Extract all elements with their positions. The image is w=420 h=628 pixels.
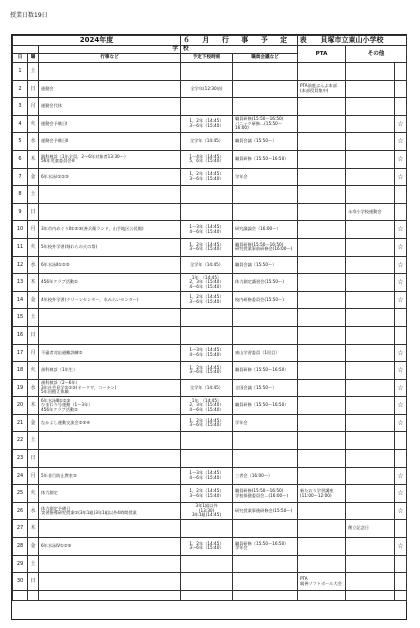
row-other: 永寿小学校運動会 — [346, 203, 395, 221]
row-dismissal-time — [181, 326, 233, 344]
row-meetings: 職員研修(15:50～16:50) 学校保健委員会…(16:00～) — [233, 485, 298, 503]
row-meetings — [233, 326, 298, 344]
row-dismissal-time: 全学年（14:45） — [181, 256, 233, 274]
table-row — [13, 133, 407, 151]
row-dismissal-time: 1，2年（14:45） 3～6年（15:40） — [181, 115, 233, 133]
row-events: 3年市内めぐりⅡ①②③(善兵衛ランド，山手地区公民館) — [39, 221, 181, 239]
row-meetings — [233, 98, 298, 116]
table-row — [13, 485, 407, 503]
header-row-1 — [13, 46, 407, 54]
row-dismissal-time — [181, 63, 233, 81]
row-events: 不審者対応避難訓練② — [39, 344, 181, 362]
row-events: 歯科検診（2～6年） 3年社会見学①②③(オークワ，コーナン) 5年田植え体験 — [39, 379, 181, 397]
row-date: 27 — [13, 520, 28, 538]
row-star — [395, 203, 407, 221]
row-weekday: 土 — [28, 555, 39, 573]
row-star — [395, 326, 407, 344]
row-date: 21 — [13, 414, 28, 432]
blank-cell — [13, 590, 28, 600]
row-date: 14 — [13, 291, 28, 309]
row-other — [346, 555, 395, 573]
row-dismissal-time — [181, 98, 233, 116]
row-other — [346, 450, 395, 468]
row-weekday: 日 — [28, 203, 39, 221]
row-events: 運動会予備日Ⅱ — [39, 133, 181, 151]
row-weekday: 水 — [28, 133, 39, 151]
row-dismissal-time: 1，2年（14:45） 3～6年（15:40） — [181, 362, 233, 380]
row-events — [39, 555, 181, 573]
table-row — [13, 555, 407, 573]
row-other: 創立記念日 — [346, 520, 395, 538]
row-dismissal-time — [181, 573, 233, 591]
row-star: ☆ — [395, 274, 407, 292]
table-row — [13, 63, 407, 81]
table-row — [13, 98, 407, 116]
row-other — [346, 538, 395, 556]
row-star: ☆ — [395, 502, 407, 520]
row-meetings: 研究授業事後研修会(15:50～) — [233, 502, 298, 520]
row-events — [39, 573, 181, 591]
row-events — [39, 309, 181, 327]
title-row — [13, 36, 407, 46]
table-row — [13, 379, 407, 397]
row-meetings: 職員会議（15:50～） — [233, 133, 298, 151]
row-date: 28 — [13, 538, 28, 556]
row-other — [346, 397, 395, 415]
row-dismissal-time: 1年 （14:45） 2，3年（15:40） 4～6年（15:40） — [181, 274, 233, 292]
row-events — [39, 450, 181, 468]
row-star: ☆ — [395, 379, 407, 397]
row-pta — [298, 256, 346, 274]
row-events — [39, 326, 181, 344]
row-events: 6年水泳Ⅳ①②③ — [39, 538, 181, 556]
row-dismissal-time: 1～3年（14:45） 4～6年（15:40） — [181, 344, 233, 362]
row-date: 1 — [13, 63, 28, 81]
row-date: 11 — [13, 238, 28, 256]
row-weekday: 月 — [28, 221, 39, 239]
blank-cell — [233, 590, 298, 600]
row-weekday: 火 — [28, 238, 39, 256]
row-meetings — [233, 573, 298, 591]
row-dismissal-time: 全学年(12:30頃) — [181, 80, 233, 98]
blank-cell — [395, 590, 407, 600]
row-weekday: 金 — [28, 414, 39, 432]
table-row — [13, 168, 407, 186]
row-other — [346, 186, 395, 204]
table-row — [13, 203, 407, 221]
row-pta — [298, 414, 346, 432]
row-meetings: 体力測定講習会(15:50～) — [233, 274, 298, 292]
row-pta — [298, 63, 346, 81]
row-dismissal-time: 1，2年（14:45） 3～6年（15:40） — [181, 414, 233, 432]
row-dismissal-time — [181, 520, 233, 538]
row-star: ☆ — [395, 344, 407, 362]
row-weekday: 金 — [28, 168, 39, 186]
header-gakko: 学 — [39, 46, 181, 54]
row-star — [395, 573, 407, 591]
row-pta — [298, 168, 346, 186]
row-dismissal-time: 1～4年（14:45） 5，6年（15:40） — [181, 150, 233, 168]
row-events — [39, 203, 181, 221]
row-meetings: 職員研修（15:50～16:50） — [233, 362, 298, 380]
row-events — [39, 432, 181, 450]
row-weekday: 木 — [28, 150, 39, 168]
row-dismissal-time — [181, 432, 233, 450]
row-weekday: 木 — [28, 274, 39, 292]
row-dismissal-time: 1～3年（14:45） 4～6年（15:40） — [181, 467, 233, 485]
row-pta — [298, 502, 346, 520]
row-star — [395, 520, 407, 538]
table-row — [13, 362, 407, 380]
row-events: 運動会予備日Ⅰ — [39, 115, 181, 133]
row-date: 7 — [13, 168, 28, 186]
row-date: 8 — [13, 186, 28, 204]
row-dismissal-time: 全学年（14:45） — [181, 379, 233, 397]
header-dismissal: 予定下校時刻 — [181, 54, 233, 63]
row-star — [395, 80, 407, 98]
row-dismissal-time — [181, 186, 233, 204]
row-other — [346, 98, 395, 116]
row-pta — [298, 344, 346, 362]
row-dismissal-time: 1，2年（14:45） 3～6年（15:40） — [181, 168, 233, 186]
row-pta — [298, 150, 346, 168]
row-other — [346, 573, 395, 591]
row-meetings: 職員研修(15:50～16:50) 研究授業事前研修会(16:00～) — [233, 238, 298, 256]
row-meetings — [233, 520, 298, 538]
row-events — [39, 520, 181, 538]
row-other — [346, 274, 395, 292]
row-events: 体力測定予備日 実習指導研究授業①(3年1組)3年1組以外4時間授業 — [39, 502, 181, 520]
row-star: ☆ — [395, 238, 407, 256]
row-weekday: 土 — [28, 432, 39, 450]
row-star: ☆ — [395, 485, 407, 503]
row-pta — [298, 362, 346, 380]
row-dismissal-time — [181, 203, 233, 221]
row-star: ☆ — [395, 115, 407, 133]
row-star: ☆ — [395, 221, 407, 239]
row-date: 24 — [13, 467, 28, 485]
row-date: 3 — [13, 98, 28, 116]
row-dismissal-time — [181, 450, 233, 468]
row-events: 456年クラブ活動① — [39, 274, 181, 292]
row-date: 19 — [13, 379, 28, 397]
row-date: 25 — [13, 485, 28, 503]
row-date: 10 — [13, 221, 28, 239]
row-meetings: 職員研修（15:50～16:50） — [233, 150, 298, 168]
row-other — [346, 362, 395, 380]
year-label: 2024年度 — [13, 36, 181, 46]
row-star: ☆ — [395, 397, 407, 415]
row-weekday: 土 — [28, 186, 39, 204]
row-dismissal-time — [181, 309, 233, 327]
row-pta — [298, 379, 346, 397]
table-row — [13, 432, 407, 450]
row-other — [346, 291, 395, 309]
row-meetings: 職員研修（15:50～16:50） 学年会 — [233, 538, 298, 556]
row-star: ☆ — [395, 168, 407, 186]
row-pta — [298, 520, 346, 538]
row-meetings: 学年会 — [233, 414, 298, 432]
row-pta — [298, 133, 346, 151]
row-date: 17 — [13, 344, 28, 362]
table-row — [13, 520, 407, 538]
row-star: ☆ — [395, 362, 407, 380]
header-other: その他 — [346, 46, 407, 63]
table-row — [13, 467, 407, 485]
table-row — [13, 80, 407, 98]
row-weekday: 月 — [28, 98, 39, 116]
row-events: 6年水泳Ⅲ①②③ ひまわり号運動（1～3年） 456年クラブ活動② — [39, 397, 181, 415]
blank-cell — [181, 590, 233, 600]
row-events: 4年校外学習(クリーンセンター，水みらいセンター) — [39, 291, 181, 309]
row-date: 6 — [13, 150, 28, 168]
page-title: ６ 月 行 事 予 定 表 — [181, 36, 298, 46]
table-row — [13, 397, 407, 415]
row-dismissal-time: 1年 （14:45） 2，3年（15:40） 4～6年（15:40） — [181, 397, 233, 415]
header-kou: 校 — [181, 46, 298, 54]
row-other — [346, 326, 395, 344]
row-pta — [298, 467, 346, 485]
schedule-frame — [11, 34, 407, 620]
table-row — [13, 150, 407, 168]
row-meetings — [233, 186, 298, 204]
row-weekday: 日 — [28, 450, 39, 468]
row-events: 5年非行防止教室③ — [39, 467, 181, 485]
row-pta — [298, 555, 346, 573]
row-weekday: 月 — [28, 467, 39, 485]
row-meetings: 職員会議（15:50～） — [233, 256, 298, 274]
row-other — [346, 80, 395, 98]
row-weekday: 火 — [28, 115, 39, 133]
row-meetings — [233, 80, 298, 98]
row-pta — [298, 538, 346, 556]
row-weekday: 水 — [28, 379, 39, 397]
header-date: 日 — [13, 54, 28, 63]
row-date: 29 — [13, 555, 28, 573]
row-other — [346, 344, 395, 362]
blank-row — [13, 590, 407, 600]
table-row — [13, 309, 407, 327]
row-pta — [298, 326, 346, 344]
row-meetings: 全国会議（15:50～） — [233, 379, 298, 397]
row-other — [346, 221, 395, 239]
row-weekday: 火 — [28, 485, 39, 503]
table-row — [13, 274, 407, 292]
row-pta: PTA前庭ぶんぶ本部 (本部役員集中) — [298, 80, 346, 98]
row-weekday: 火 — [28, 362, 39, 380]
row-meetings: 校内研修委員会(15:50～) — [233, 291, 298, 309]
row-star — [395, 309, 407, 327]
table-row — [13, 291, 407, 309]
row-weekday: 金 — [28, 538, 39, 556]
row-star — [395, 98, 407, 116]
row-star — [395, 555, 407, 573]
row-star: ☆ — [395, 538, 407, 556]
header-dow: 曜 — [28, 54, 39, 63]
row-dismissal-time — [181, 555, 233, 573]
school-days-note: 授業日数19日 — [10, 12, 48, 19]
row-events — [39, 63, 181, 81]
row-weekday: 水 — [28, 256, 39, 274]
row-dismissal-time: 全学年（14:45） — [181, 133, 233, 151]
row-date: 26 — [13, 502, 28, 520]
row-dismissal-time: 1～3年（14:45） 4～6年（15:40） — [181, 221, 233, 239]
row-other — [346, 379, 395, 397]
row-pta — [298, 291, 346, 309]
row-weekday: 金 — [28, 291, 39, 309]
row-events: 歯科検診（1年生） — [39, 362, 181, 380]
table-row — [13, 186, 407, 204]
row-other — [346, 168, 395, 186]
table-row — [13, 414, 407, 432]
school-name: 貝塚市立東山小学校 — [298, 36, 407, 46]
row-events: 体力測定 — [39, 485, 181, 503]
row-pta — [298, 238, 346, 256]
table-row — [13, 256, 407, 274]
row-date: 5 — [13, 133, 28, 151]
row-date: 16 — [13, 326, 28, 344]
row-date: 20 — [13, 397, 28, 415]
row-date: 13 — [13, 274, 28, 292]
row-pta — [298, 397, 346, 415]
row-meetings — [233, 309, 298, 327]
row-weekday: 木 — [28, 397, 39, 415]
blank-cell — [298, 590, 346, 600]
row-pta — [298, 115, 346, 133]
header-blank — [13, 46, 39, 54]
row-events: 運動会 — [39, 80, 181, 98]
row-other — [346, 467, 395, 485]
row-pta — [298, 309, 346, 327]
row-dismissal-time: 1，2年（14:45） 3～6年（15:40） — [181, 238, 233, 256]
table-row — [13, 326, 407, 344]
row-weekday: 日 — [28, 573, 39, 591]
row-star: ☆ — [395, 133, 407, 151]
row-star: ☆ — [395, 256, 407, 274]
row-weekday: 土 — [28, 63, 39, 81]
row-date: 4 — [13, 115, 28, 133]
row-weekday: 土 — [28, 309, 39, 327]
table-row — [13, 450, 407, 468]
row-meetings: 職員研修(15:50～16:50) パニック研修…(15:50～16:00) — [233, 115, 298, 133]
row-pta — [298, 450, 346, 468]
table-row — [13, 502, 407, 520]
table-row — [13, 538, 407, 556]
table-row — [13, 115, 407, 133]
row-pta: 新たおり学習講座 (11:00～12:00) — [298, 485, 346, 503]
row-meetings: 三者会（16:00～） — [233, 467, 298, 485]
row-meetings — [233, 63, 298, 81]
row-date: 30 — [13, 573, 28, 591]
row-meetings: 学年会 — [233, 168, 298, 186]
row-other — [346, 115, 395, 133]
row-other — [346, 309, 395, 327]
row-other — [346, 502, 395, 520]
row-events: 5年校外学習(堀わらの火の祭) — [39, 238, 181, 256]
row-weekday: 日 — [28, 80, 39, 98]
row-weekday: 木 — [28, 520, 39, 538]
row-other — [346, 432, 395, 450]
row-pta — [298, 186, 346, 204]
header-meetings: 職員会議など — [233, 54, 298, 63]
row-star — [395, 432, 407, 450]
row-star: ☆ — [395, 150, 407, 168]
schedule-table — [12, 35, 407, 601]
row-meetings — [233, 432, 298, 450]
row-star — [395, 63, 407, 81]
row-weekday: 月 — [28, 344, 39, 362]
row-pta — [298, 221, 346, 239]
row-dismissal-time: 1，2年（14:45） 3～6年（15:40） — [181, 291, 233, 309]
blank-cell — [346, 590, 395, 600]
row-events: 眼科検診（1年全員，2～6年対象者13:30～） 56年児童委員会⑥ — [39, 150, 181, 168]
row-date: 23 — [13, 450, 28, 468]
row-star — [395, 186, 407, 204]
header-events: 行事など — [39, 54, 181, 63]
row-weekday: 水 — [28, 502, 39, 520]
row-date: 15 — [13, 309, 28, 327]
row-dismissal-time: 1，2年（14:45） 3～6年（15:40） — [181, 538, 233, 556]
row-other — [346, 256, 395, 274]
blank-cell — [39, 590, 181, 600]
table-row — [13, 344, 407, 362]
row-pta — [298, 274, 346, 292]
row-meetings: 東山学習委員（1回目） — [233, 344, 298, 362]
row-date: 12 — [13, 256, 28, 274]
row-pta: PTA 親善ソフトボール大会 — [298, 573, 346, 591]
row-other — [346, 63, 395, 81]
row-meetings: 職員研修（15:50～16:50） — [233, 397, 298, 415]
row-star — [395, 450, 407, 468]
row-other — [346, 238, 395, 256]
row-meetings — [233, 203, 298, 221]
row-events: なかよし運動交流会②③④ — [39, 414, 181, 432]
row-events: 6年水泳Ⅰ①②③ — [39, 168, 181, 186]
row-date: 2 — [13, 80, 28, 98]
row-star: ☆ — [395, 414, 407, 432]
header-pta: PTA — [298, 46, 346, 63]
row-other — [346, 133, 395, 151]
row-events — [39, 186, 181, 204]
row-date: 18 — [13, 362, 28, 380]
row-other — [346, 414, 395, 432]
row-date: 9 — [13, 203, 28, 221]
row-other — [346, 485, 395, 503]
row-date: 22 — [13, 432, 28, 450]
table-row — [13, 573, 407, 591]
row-dismissal-time: 3年1組以外 (13:30) 3年1組(14:45) — [181, 502, 233, 520]
row-pta — [298, 432, 346, 450]
row-other — [346, 150, 395, 168]
blank-cell — [28, 590, 39, 600]
row-events: 6年水泳Ⅱ①②③ — [39, 256, 181, 274]
row-pta — [298, 98, 346, 116]
row-dismissal-time: 1，2年（14:45） 3～6年（15:40） — [181, 485, 233, 503]
row-events: 運動会代休 — [39, 98, 181, 116]
row-meetings: 研究議論会（16:00～） — [233, 221, 298, 239]
row-meetings — [233, 555, 298, 573]
row-meetings — [233, 450, 298, 468]
row-pta — [298, 203, 346, 221]
table-row — [13, 221, 407, 239]
row-star: ☆ — [395, 467, 407, 485]
table-row — [13, 238, 407, 256]
row-weekday: 日 — [28, 326, 39, 344]
row-star: ☆ — [395, 291, 407, 309]
